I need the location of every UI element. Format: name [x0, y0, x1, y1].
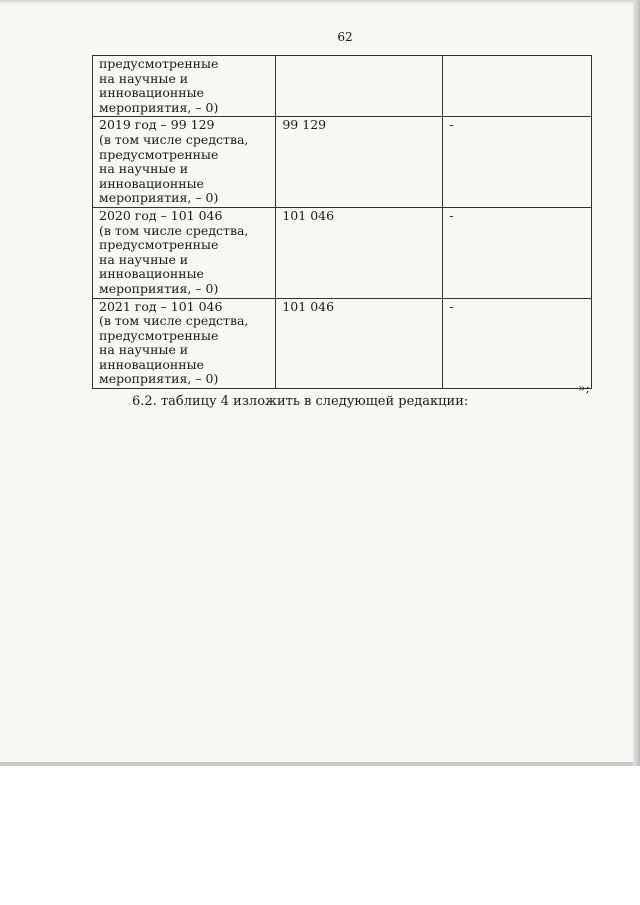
page-number: 62	[337, 30, 353, 44]
row-description-cell	[93, 207, 276, 298]
extra-cell: -	[443, 207, 592, 298]
scan-top-shadow	[0, 0, 640, 4]
description-line: 2019 год – 99 129	[99, 117, 215, 133]
table-row	[93, 56, 592, 117]
description-line: инновационные	[99, 175, 204, 191]
extra-cell: -	[443, 117, 592, 208]
amount-cell	[276, 56, 443, 117]
description-line: мероприятия, – 0)	[99, 99, 219, 115]
description-line: мероприятия, – 0)	[99, 190, 219, 206]
amount-cell: 101 046	[276, 298, 443, 389]
description-line: предусмотренные	[99, 56, 219, 71]
description-line: (в том числе средства,	[99, 131, 249, 147]
description-line: на научные и	[99, 342, 189, 358]
description-line: предусмотренные	[99, 146, 219, 162]
amount-cell: 101 046	[276, 207, 443, 298]
description-line: предусмотренные	[99, 237, 219, 253]
extra-cell	[443, 56, 592, 117]
description-line: (в том числе средства,	[99, 313, 249, 329]
closing-quote: »;	[578, 380, 590, 395]
description-line: 2021 год – 101 046	[99, 298, 223, 314]
description-line: инновационные	[99, 85, 204, 101]
description-line: инновационные	[99, 266, 204, 282]
row-description-cell	[93, 117, 276, 208]
description-line: на научные и	[99, 251, 189, 267]
row-description-cell	[93, 56, 276, 117]
scan-right-edge	[633, 0, 640, 766]
description-line: (в том числе средства,	[99, 222, 249, 238]
description-line: мероприятия, – 0)	[99, 371, 219, 387]
amount-cell: 99 129	[276, 117, 443, 208]
description-line: предусмотренные	[99, 327, 219, 343]
description-line: 2020 год – 101 046	[99, 207, 223, 223]
description-line: на научные и	[99, 70, 189, 86]
description-line: на научные и	[99, 161, 189, 177]
extra-cell: -	[443, 298, 592, 389]
amendment-paragraph: 6.2. таблицу 4 изложить в следующей редакции:	[132, 394, 469, 409]
description-line: инновационные	[99, 356, 204, 372]
funding-table	[92, 55, 592, 389]
table-row	[93, 207, 592, 298]
table-row	[93, 117, 592, 208]
table-row	[93, 298, 592, 389]
row-description-cell	[93, 298, 276, 389]
description-line: мероприятия, – 0)	[99, 280, 219, 296]
